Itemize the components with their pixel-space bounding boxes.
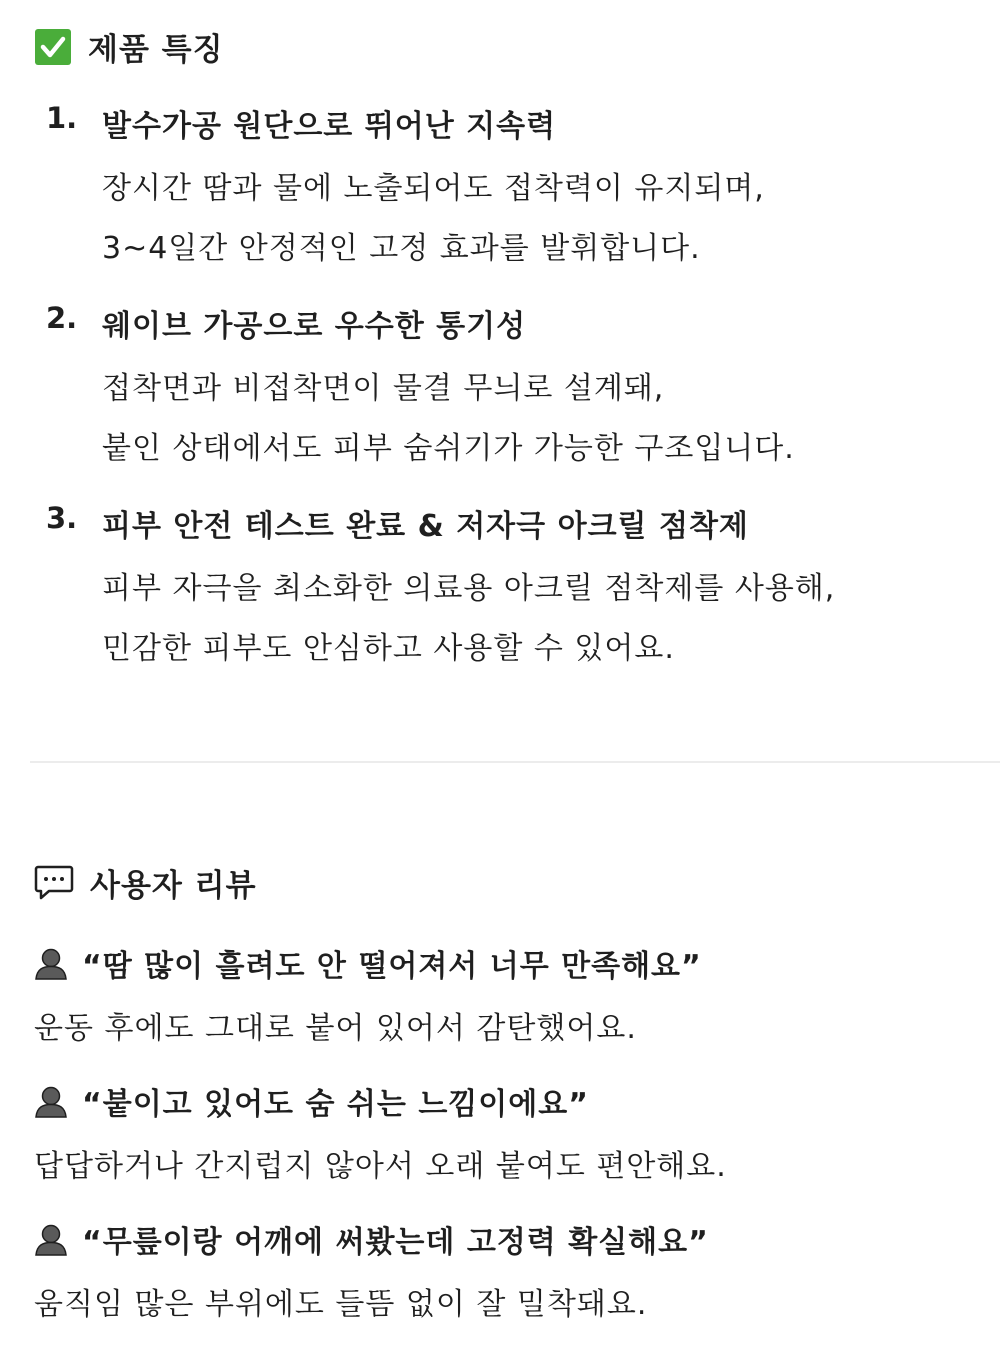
feature-description-line: 붙인 상태에서도 피부 숨쉬기가 가능한 구조입니다. — [102, 431, 795, 466]
features-heading — [34, 24, 224, 69]
feature-description-line: 민감한 피부도 안심하고 사용할 수 있어요. — [102, 631, 675, 666]
review-item — [0, 1211, 1000, 1349]
review-quote-row — [34, 1217, 709, 1261]
feature-list — [0, 95, 1000, 695]
review-quote-row — [34, 941, 702, 985]
reviews-title: 사용자 리뷰 — [90, 868, 257, 904]
review-body: 답답하거나 간지럽지 않아서 오래 붙여도 편안해요. — [34, 1149, 727, 1184]
review-quote: “무릎이랑 어깨에 써봤는데 고정력 확실해요” — [82, 1225, 709, 1260]
feature-number: 2. — [46, 301, 78, 335]
feature-title: 발수가공 원단으로 뛰어난 지속력 — [102, 109, 557, 144]
person-icon — [34, 1222, 68, 1256]
review-quote: “붙이고 있어도 숨 쉬는 느낌이에요” — [82, 1087, 589, 1122]
feature-title: 웨이브 가공으로 우수한 통기성 — [102, 309, 527, 344]
review-list — [0, 935, 1000, 1349]
review-item — [0, 1073, 1000, 1211]
review-item — [0, 935, 1000, 1073]
review-quote: “땀 많이 흘려도 안 떨어져서 너무 만족해요” — [82, 949, 702, 984]
person-icon — [34, 946, 68, 980]
feature-item — [0, 95, 1000, 295]
speech-bubble-icon — [34, 864, 74, 902]
reviews-heading — [34, 860, 257, 905]
feature-description-line: 피부 자극을 최소화한 의료용 아크릴 점착제를 사용해, — [102, 571, 836, 606]
feature-title: 피부 안전 테스트 완료 & 저자극 아크릴 점착제 — [102, 509, 749, 544]
feature-item — [0, 295, 1000, 495]
person-icon — [34, 1084, 68, 1118]
section-divider — [30, 761, 1000, 763]
feature-description-line: 3~4일간 안정적인 고정 효과를 발휘합니다. — [102, 231, 701, 266]
review-body: 움직임 많은 부위에도 들뜸 없이 잘 밀착돼요. — [34, 1287, 648, 1322]
feature-description-line: 접착면과 비접착면이 물결 무늬로 설계돼, — [102, 371, 665, 406]
features-title: 제품 특징 — [88, 32, 224, 68]
feature-number: 1. — [46, 101, 78, 135]
check-box-icon — [34, 28, 72, 66]
feature-description-line: 장시간 땀과 물에 노출되어도 접착력이 유지되며, — [102, 171, 765, 206]
feature-number: 3. — [46, 501, 78, 535]
review-quote-row — [34, 1079, 589, 1123]
feature-item — [0, 495, 1000, 695]
review-body: 운동 후에도 그대로 붙어 있어서 감탄했어요. — [34, 1011, 637, 1046]
